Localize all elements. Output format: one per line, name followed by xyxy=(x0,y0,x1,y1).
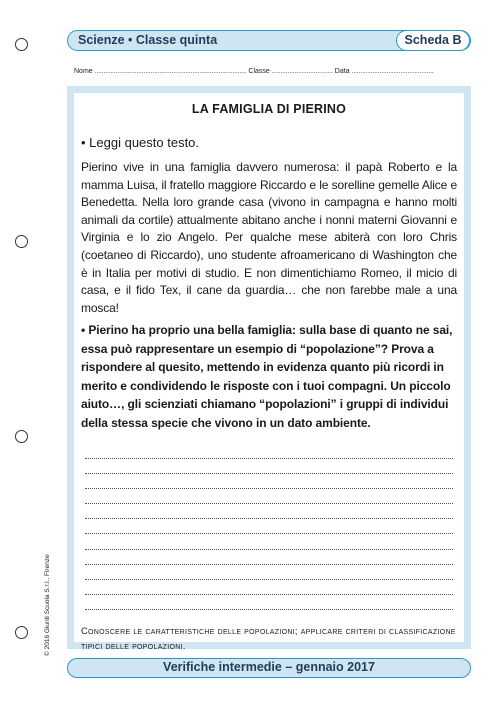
nome-label: Nome xyxy=(74,68,93,75)
student-info-line xyxy=(74,68,434,75)
classe-field[interactable]: ................................... xyxy=(271,68,333,75)
answer-line[interactable] xyxy=(85,459,453,474)
binder-hole-1 xyxy=(15,38,28,51)
binder-hole-4 xyxy=(15,626,28,639)
answer-line[interactable] xyxy=(85,534,453,549)
copyright-note: © 2016 Giunti Scuola S.r.l., Firenze xyxy=(44,554,51,656)
answer-line[interactable] xyxy=(85,565,453,580)
learning-objective: Conoscere le caratteristiche delle popolazioni; applicare criteri di classificazione tipici delle popolazioni. xyxy=(81,626,456,652)
exercise-card xyxy=(67,86,471,652)
exercise-title: LA FAMIGLIA DI PIERINO xyxy=(191,102,347,116)
answer-line[interactable] xyxy=(85,580,453,595)
answer-line[interactable] xyxy=(85,550,453,565)
reading-instruction: • Leggi questo testo. xyxy=(81,135,200,150)
binder-hole-3 xyxy=(15,430,28,443)
footer-bar: Verifiche intermedie – gennaio 2017 xyxy=(67,658,471,678)
data-label: Data xyxy=(334,68,350,75)
reading-text: Pierino vive in una famiglia davvero numerosa: il papà Roberto e la mamma Luisa, il fratello maggiore Riccardo e le sorelline gemelle Alice e Benedetta. Nella loro grande casa (vivono in campagna e hanno molti animali da cortile) attualmente abitano anche i nonni materni Giovanni e Virginia e lo zio Angelo. Per qualche mese abiterà con loro Chris (coetaneo di Riccardo), uno studente afroamericano di Washington che è in Italia per motivi di studio. E non dimentichiamo Romeo, il micio di casa, e il fido Tex, il cane da guardia… che non farebbe male a una mosca! xyxy=(81,160,457,315)
answer-line[interactable] xyxy=(85,443,453,458)
answer-lines[interactable] xyxy=(81,443,457,610)
answer-line[interactable] xyxy=(85,489,453,504)
answer-line[interactable] xyxy=(85,595,453,610)
data-field[interactable]: ............................................... xyxy=(351,68,434,75)
answer-line[interactable] xyxy=(85,474,453,489)
classe-label: Classe xyxy=(248,68,270,75)
header-title: Scienze • Classe quinta xyxy=(78,33,218,47)
binder-hole-2 xyxy=(15,235,28,248)
answer-line[interactable] xyxy=(85,504,453,519)
answer-line[interactable] xyxy=(85,519,453,534)
question-text: • Pierino ha proprio una bella famiglia: sulla base di quanto ne sai, essa può rappresentare un esempio di “popolazione”? Prova a rispondere al quesito, mettendo in evidenza quanto più ricordi in merito e condividendo le risposte con i tuoi compagni. Un piccolo aiuto…, gli scienziati chiamano “popolazioni” i gruppi di individui della stessa specie che vivono in un dato ambiente. xyxy=(81,323,453,430)
worksheet-tag: Scheda B xyxy=(396,30,470,51)
nome-field[interactable]: ....................................................................................... xyxy=(94,68,247,75)
header-bar xyxy=(67,30,471,51)
